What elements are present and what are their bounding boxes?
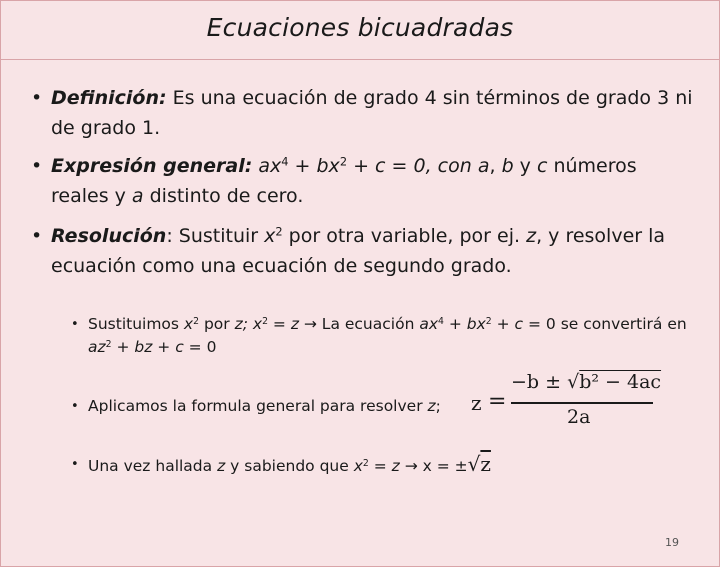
formula-radicand: b² − 4ac [579, 371, 662, 393]
page-number: 19 [665, 536, 679, 549]
text: Una vez hallada [88, 457, 218, 475]
bullet-dot: • [31, 225, 43, 247]
bullet-label: Definición: [51, 87, 167, 109]
bullet-definicion [31, 83, 696, 143]
text: ; [435, 397, 441, 415]
math-var: x [264, 225, 276, 247]
text: = 0 se convertirá en [523, 315, 687, 333]
exponent: 2 [105, 338, 112, 350]
quadratic-formula [471, 369, 661, 431]
exponent: 4 [438, 315, 444, 327]
bullet-text [31, 151, 696, 211]
math-text: + c [491, 315, 524, 333]
exponent: 2 [339, 154, 348, 169]
formula-equals: = [488, 389, 507, 414]
exponent: 2 [262, 315, 268, 327]
text: → x = ± [399, 457, 468, 475]
formula-z: z [471, 391, 482, 415]
math-text: ax [419, 315, 438, 333]
subbullet-una-vez [71, 453, 696, 478]
formula-denominator: 2a [567, 406, 591, 428]
radicand-z: z [480, 452, 491, 476]
bullet-text [31, 221, 696, 281]
math-text: + bx [443, 315, 486, 333]
math-text: + c = 0, con [347, 155, 478, 177]
title-box [1, 1, 719, 60]
text: distinto de cero. [143, 185, 304, 207]
exponent: 2 [193, 315, 200, 327]
subbullet-sustituimos [71, 313, 696, 359]
text: Sustituimos [88, 315, 184, 333]
subbullet-text [71, 313, 696, 359]
text: y sabiendo que [225, 457, 354, 475]
math-var: z [217, 457, 226, 475]
math-var: x [353, 457, 363, 475]
exponent: 2 [275, 224, 283, 239]
math-text: + bx [288, 155, 340, 177]
math-var: z; x [234, 315, 263, 333]
math-text: = z [267, 315, 299, 333]
math-var: z [526, 225, 537, 247]
bullet-expresion [31, 151, 696, 211]
text: : Sustituir [166, 225, 265, 247]
math-text: = z [368, 457, 400, 475]
math-var: x [183, 315, 194, 333]
math-text: + bz + c [111, 338, 184, 356]
bullet-label: Expresión general: [51, 155, 253, 177]
bullet-dot: • [31, 155, 43, 177]
subbullet-dot: • [71, 317, 79, 332]
exponent: 2 [485, 315, 492, 327]
text: por otra variable, por ej. [282, 225, 527, 247]
bullet-resolucion [31, 221, 696, 281]
math-text: ax [252, 155, 282, 177]
math-var: a [131, 185, 144, 207]
formula-num-part: −b ± √ [511, 371, 580, 393]
text: Aplicamos la formula general para resolver [88, 397, 428, 415]
exponent: 4 [281, 154, 289, 169]
math-var: z [427, 397, 436, 415]
math-var: a [477, 155, 490, 177]
text: , [489, 155, 502, 177]
math-text: az [88, 338, 106, 356]
exponent: 2 [362, 457, 369, 469]
math-var: b [501, 155, 514, 177]
bullet-body: Es una ecuación de grado 4 sin términos de grado 3 ni de grado 1. [51, 87, 693, 139]
bullet-text [31, 83, 696, 143]
text: números reales y [51, 155, 637, 207]
bullet-label: Resolución [51, 225, 167, 247]
text: = 0 [183, 338, 217, 356]
bullet-dot: • [31, 87, 43, 109]
math-var: c [536, 155, 548, 177]
subbullet-dot: • [71, 457, 79, 472]
formula-numerator [511, 371, 661, 393]
radical-sign: √ [467, 452, 481, 476]
text: por [199, 315, 235, 333]
sqrt-z [468, 452, 491, 476]
slide-title: Ecuaciones bicuadradas [206, 13, 514, 42]
text: → La ecuación [298, 315, 420, 333]
text: y [513, 155, 537, 177]
subbullet-text [71, 453, 696, 478]
subbullet-dot: • [71, 399, 79, 414]
text: , y resolver la ecuación como una ecuación de segundo grado. [51, 225, 666, 277]
fraction-bar [511, 402, 653, 404]
